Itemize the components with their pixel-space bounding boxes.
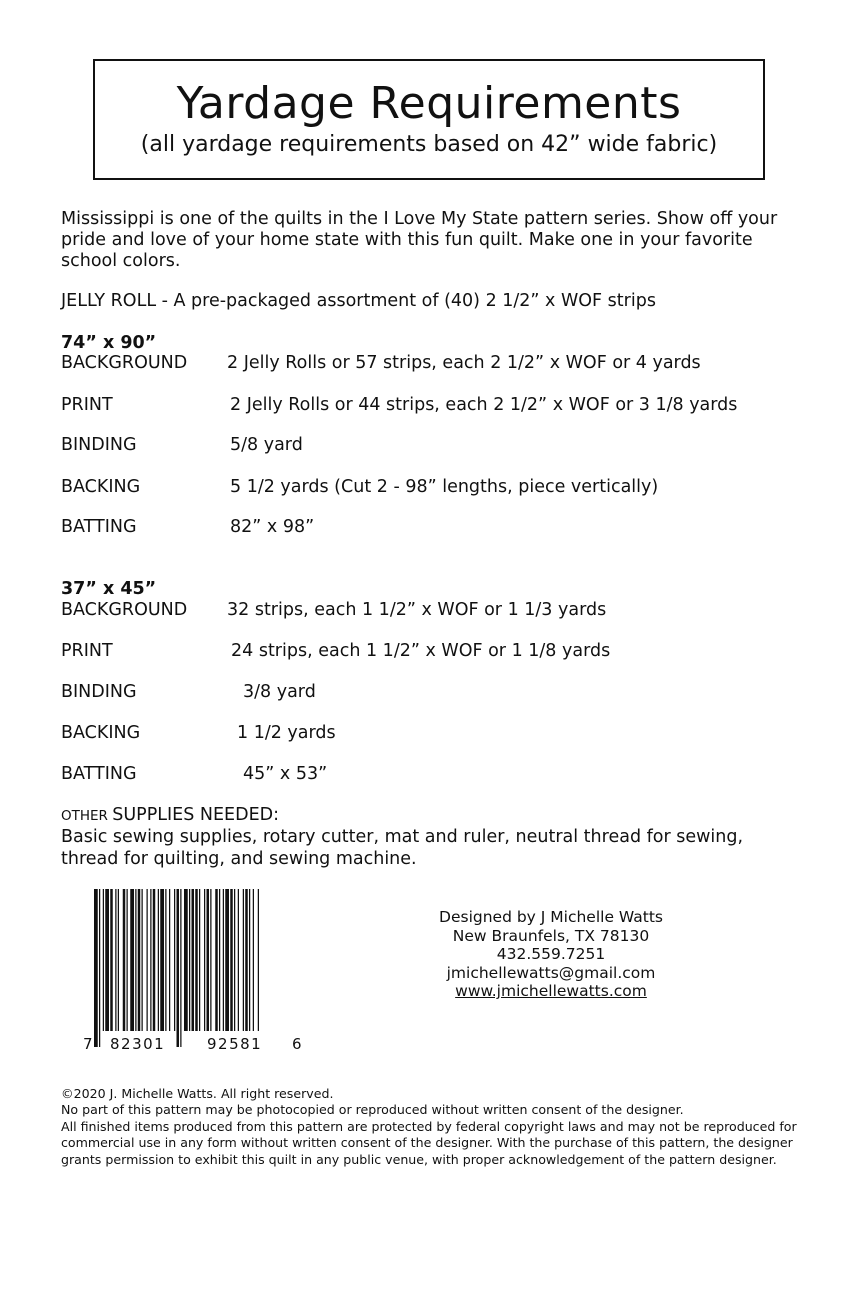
row-label: BACKING (61, 723, 141, 743)
barcode-bar (110, 889, 113, 1031)
row-value: 5/8 yard (230, 435, 303, 455)
barcode-group-right: 92581 (207, 1035, 263, 1053)
barcode-bar (158, 889, 159, 1031)
barcode-bar (243, 889, 244, 1031)
large-row-batting (61, 516, 314, 538)
barcode-bar (103, 889, 104, 1031)
row-label: BATTING (61, 517, 137, 537)
page-title: Yardage Requirements (176, 78, 682, 129)
designer-info (411, 908, 691, 1001)
large-size-heading: 74” x 90” (61, 333, 157, 353)
row-label: BACKGROUND (61, 600, 188, 620)
barcode-bar (174, 889, 175, 1031)
barcode-bar (238, 889, 239, 1031)
barcode (82, 887, 307, 1057)
barcode-bar (138, 889, 141, 1031)
row-value: 1 1/2 yards (237, 723, 336, 743)
small-row-backing (61, 722, 336, 744)
barcode-bar (160, 889, 164, 1031)
barcode-group-left: 82301 (110, 1035, 166, 1053)
barcode-bar (253, 889, 254, 1031)
barcode-bar (189, 889, 190, 1031)
barcode-bar (169, 889, 170, 1031)
row-value: 82” x 98” (230, 517, 315, 537)
row-label: BINDING (61, 435, 137, 455)
designer-location: New Braunfels, TX 78130 (452, 926, 650, 945)
barcode-bar (130, 889, 134, 1031)
barcode-bar (135, 889, 136, 1031)
legal-line: All finished items produced from this pattern are protected by federal copyright laws and may not be reproduced for commercial use in any form without written consent of the designer. With the purchase of this pattern, the designer grants permission to exhibit this quilt in any public venue, with proper acknowledgement of the pattern designer. (61, 1118, 797, 1167)
row-label: BACKGROUND (61, 353, 188, 373)
barcode-bar (195, 889, 198, 1031)
barcode-bar (199, 889, 200, 1031)
large-row-print (61, 394, 737, 416)
jelly-roll-note: JELLY ROLL - A pre-packaged assortment of (40) 2 1/2” x WOF strips (61, 291, 656, 311)
barcode-bar (127, 889, 128, 1031)
small-row-batting (61, 763, 327, 785)
row-label: BINDING (61, 682, 137, 702)
barcode-bar (115, 889, 116, 1031)
designer-email[interactable]: jmichellewatts@gmail.com (446, 963, 656, 982)
barcode-bar (153, 889, 156, 1031)
barcode-bar (210, 889, 211, 1031)
barcode-bar (99, 889, 100, 1047)
barcode-bar (123, 889, 126, 1031)
barcode-bar (249, 889, 250, 1031)
intro-paragraph: Mississippi is one of the quilts in the I Love My State pattern series. Show off your pride and love of your home state with this fun quilt. Make one in your favorite school colors. (61, 209, 778, 271)
row-value: 32 strips, each 1 1/2” x WOF or 1 1/3 yards (227, 600, 607, 620)
row-label: BACKING (61, 477, 141, 497)
barcode-bars (94, 889, 259, 1047)
row-value: 5 1/2 yards (Cut 2 - 98” lengths, piece vertically) (230, 477, 659, 497)
barcode-bar (118, 889, 119, 1031)
barcode-bar (215, 889, 218, 1031)
page-subtitle: (all yardage requirements based on 42” wide fabric) (140, 132, 718, 157)
barcode-bar (184, 889, 188, 1031)
barcode-bar (234, 889, 235, 1031)
barcode-digit-first: 7 (83, 1035, 93, 1053)
barcode-bar (245, 889, 248, 1031)
small-row-background (61, 599, 606, 621)
row-label: PRINT (61, 395, 113, 415)
barcode-bar (207, 889, 210, 1031)
barcode-bar (223, 889, 224, 1031)
barcode-bar (94, 889, 98, 1047)
barcode-bar (147, 889, 148, 1031)
barcode-bar (105, 889, 109, 1031)
barcode-bar (225, 889, 229, 1031)
barcode-bar (192, 889, 195, 1031)
row-value: 45” x 53” (243, 764, 328, 784)
row-value: 2 Jelly Rolls or 57 strips, each 2 1/2” x WOF or 4 yards (227, 353, 701, 373)
legal-line: No part of this pattern may be photocopied or reproduced without written consent of the designer. (61, 1102, 684, 1118)
designer-name: Designed by J Michelle Watts (439, 908, 663, 926)
large-row-binding (61, 434, 303, 456)
legal-notice (61, 1086, 801, 1168)
barcode-bar (180, 889, 181, 1047)
barcode-bar (230, 889, 233, 1031)
large-row-background (61, 352, 701, 374)
barcode-bar (142, 889, 143, 1031)
barcode-bar (165, 889, 166, 1031)
row-value: 2 Jelly Rolls or 44 strips, each 2 1/2” x WOF or 3 1/8 yards (230, 395, 738, 415)
title-box (93, 59, 765, 180)
copyright-line: ©2020 J. Michelle Watts. All right reserved. (61, 1086, 334, 1101)
barcode-bar (150, 889, 151, 1031)
small-row-binding (61, 681, 316, 703)
barcode-digit-last: 6 (292, 1035, 302, 1053)
row-value: 3/8 yard (243, 682, 316, 702)
large-row-backing (61, 476, 658, 498)
designer-phone: 432.559.7251 (496, 945, 606, 963)
row-label: BATTING (61, 764, 137, 784)
barcode-bar (177, 889, 180, 1047)
barcode-bar (258, 889, 259, 1031)
barcode-bar (219, 889, 220, 1031)
row-label: PRINT (61, 641, 113, 661)
supplies-text: Basic sewing supplies, rotary cutter, mat and ruler, neutral thread for sewing, thread for quilting, and sewing machine. (61, 827, 744, 869)
supplies-heading-small: OTHER (61, 808, 113, 824)
row-value: 24 strips, each 1 1/2” x WOF or 1 1/8 yards (231, 641, 611, 661)
supplies-heading (61, 804, 279, 827)
supplies-heading-rest: SUPPLIES NEEDED: (112, 805, 280, 825)
small-row-print (61, 640, 610, 662)
barcode-bar (204, 889, 205, 1031)
designer-website-link[interactable]: www.jmichellewatts.com (455, 982, 647, 1000)
small-size-heading: 37” x 45” (61, 579, 157, 599)
